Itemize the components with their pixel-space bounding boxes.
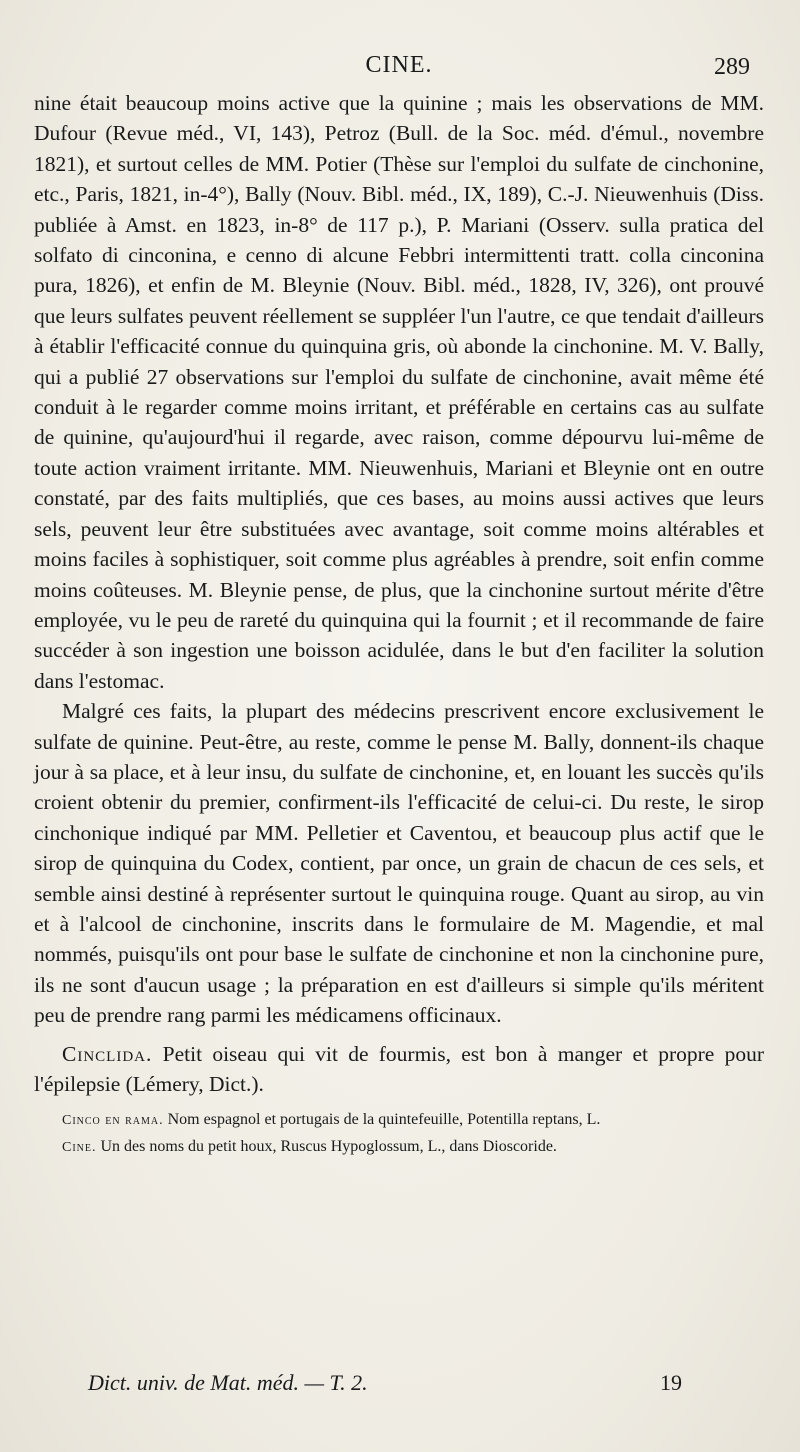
paragraph-cinchonine-observations: nine était beaucoup moins active que la quinine ; mais les observations de MM. Dufour (Revue méd., VI, 143), Petroz (Bull. de la Soc. méd. d'émul., novembre 1821), et surtout celles de MM. Potier (Thèse sur l'emploi du sulfate de cinchonine, etc., Paris, 1821, in-4°), Bally (Nouv. Bibl. méd., IX, 189), C.-J. Nieuwenhuis (Diss. publiée à Amst. en 1823, in-8° de 117 p.), P. Mariani (Osserv. sulla pratica del solfato di cinconina, e cenno di alcune Febbri intermittenti tratt. colla cinconina pura, 1826), et enfin de M. Bleynie (Nouv. Bibl. méd., 1828, IV, 326), ont prouvé que leurs sulfates peuvent réellement se suppléer l'un l'autre, ce que tendait d'ailleurs à établir l'efficacité connue du quinquina gris, où abonde la cinchonine. M. V. Bally, qui a publié 27 observations sur l'emploi du sulfate de cinchonine, avait même été conduit à le regarder comme moins irritant, et préférable en certains cas au sulfate de quinine, qu'aujourd'hui il regarde, avec raison, comme dépourvu lui-même de toute action vraiment irritante. MM. Nieuwenhuis, Mariani et Bleynie ont en outre constaté, par des faits multipliés, que ces bases, au moins aussi actives que leurs sels, peuvent leur être substituées avec avantage, soit comme moins altérables et moins faciles à sophistiquer, soit comme plus agréables à prendre, soit enfin comme moins coûteuses. M. Bleynie pense, de plus, que la cinchonine surtout mérite d'être employée, vu le peu de rareté du quinquina qui la fournit ; et il recommande de faire succéder à son ingestion une boisson acidulée, dans le but d'en faciliter la solution dans l'estomac. (34, 91, 764, 693)
running-head: CINE. (365, 52, 433, 78)
signature-number: 19 (660, 1370, 682, 1395)
entry-text: Nom espagnol et portugais de la quintefeuille, Potentilla reptans, L. (167, 1111, 601, 1129)
entry-term: Cinclida. (62, 1041, 153, 1066)
entry-text: Un des noms du petit houx, Ruscus Hypoglossum, L., dans Dioscoride. (100, 1138, 557, 1156)
entry-cine (34, 1134, 764, 1161)
entry-text: Petit oiseau qui vit de fourmis, est bon à manger et propre pour l'épilepsie (Lémery, Dict.). (34, 1041, 765, 1096)
entry-term: Cine. (62, 1140, 97, 1156)
page-header (34, 52, 764, 82)
body-text (34, 88, 764, 1099)
entry-term: Cinco en rama. (62, 1113, 164, 1129)
paragraph-malgre-ces-faits: Malgré ces faits, la plupart des médecins prescrivent encore exclusivement le sulfate de quinine. Peut-être, au reste, comme le pense M. Bally, donnent-ils chaque jour à sa place, et à leur insu, du sulfate de cinchonine, et, en louant les succès qu'ils croient obtenir du premier, confirment-ils l'efficacité de celui-ci. Du reste, le sirop cinchonique indiqué par MM. Pelletier et Caventou, et beaucoup plus actif que le sirop de quinquina du Codex, contient, par once, un grain de chacun de ces sels, et semble ainsi destiné à représenter surtout le quinquina rouge. Quant au sirop, au vin et à l'alcool de cinchonine, inscrits dans le formulaire de M. Magendie, et mal nommés, puisqu'ils ont pour base le sulfate de cinchonine et non la cinchonine pure, ils ne sont d'aucun usage ; la préparation en est d'ailleurs si simple qu'ils méritent peu de prendre rang parmi les médicamens officinaux. (34, 699, 764, 1028)
entry-cinclida (34, 1039, 764, 1100)
entry-cinco-en-rama (34, 1107, 764, 1134)
page-number: 289 (714, 54, 750, 80)
printer-signature: Dict. univ. de Mat. méd. — T. 2. (88, 1370, 368, 1395)
short-entries (34, 1107, 764, 1161)
